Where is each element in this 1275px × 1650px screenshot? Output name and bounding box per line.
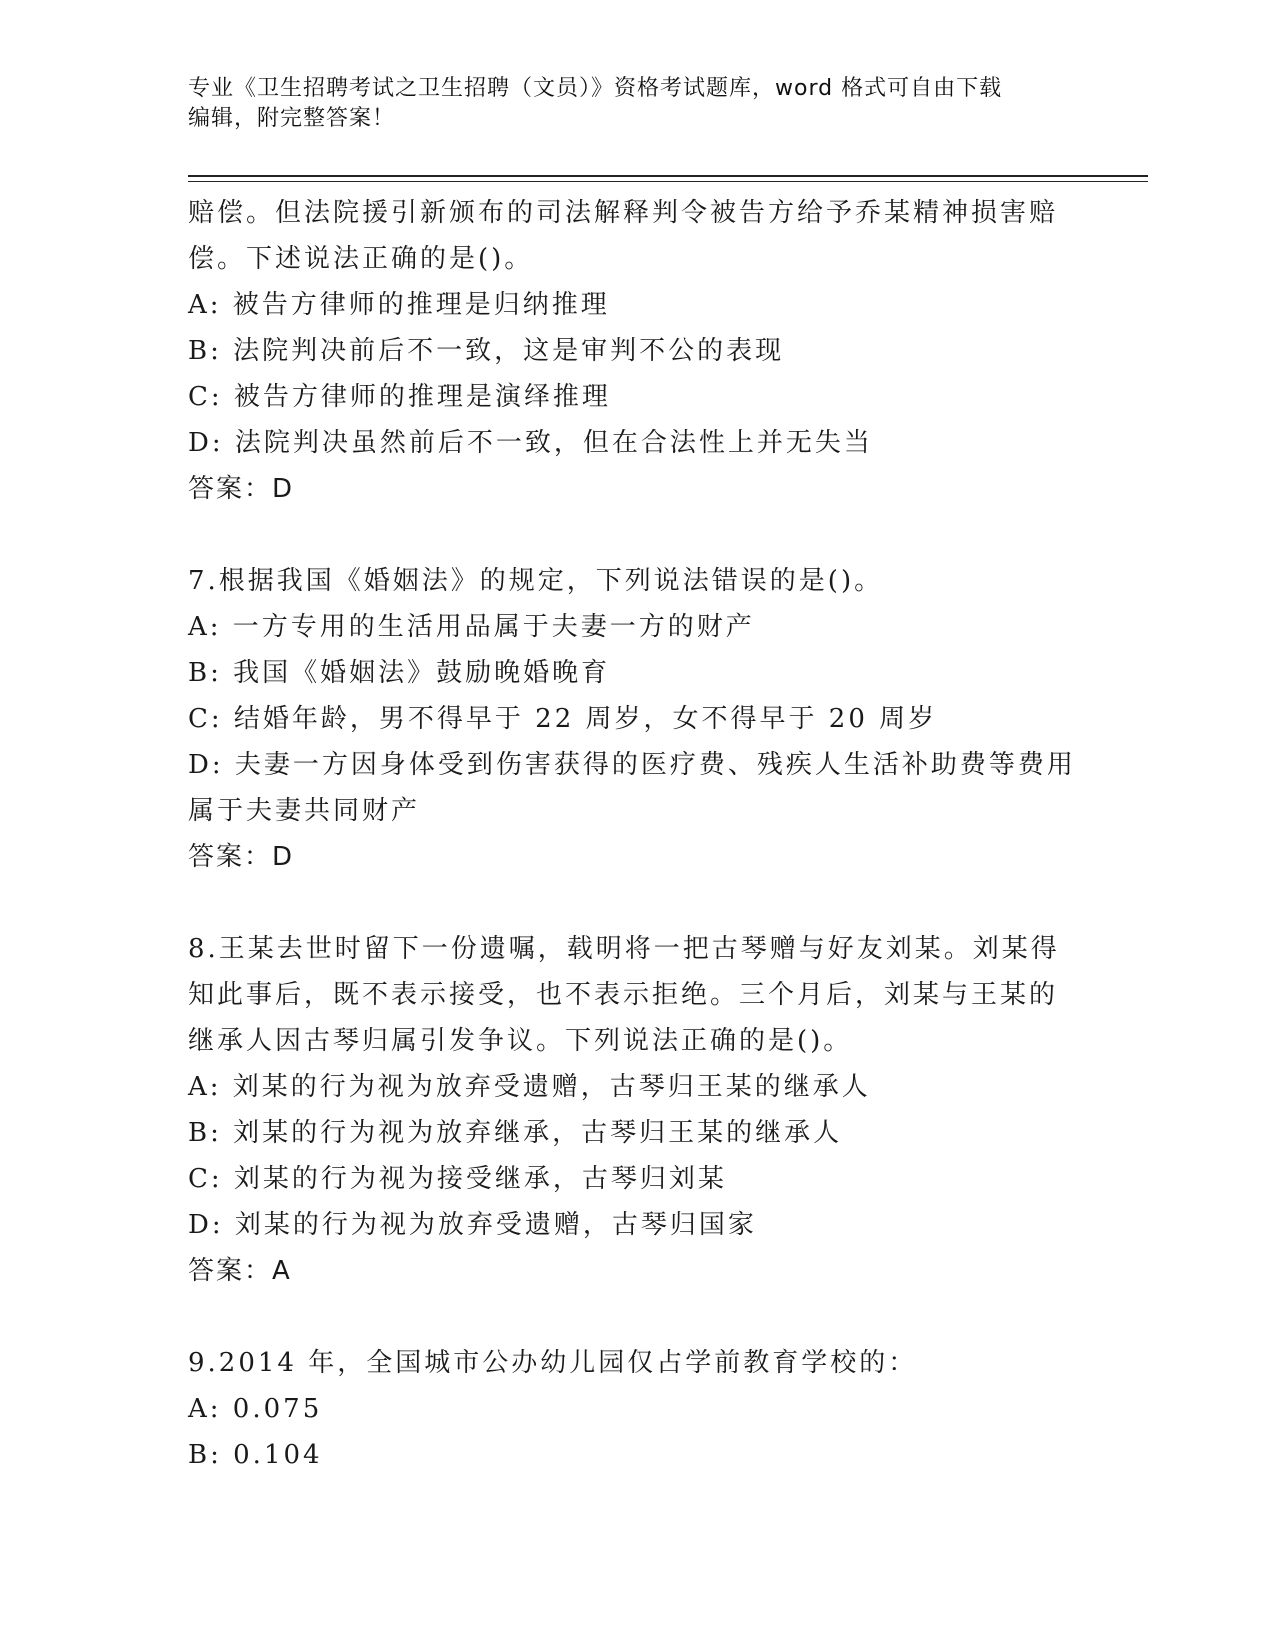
option-a: A: 刘某的行为视为放弃受遗赠，古琴归王某的继承人	[188, 1072, 871, 1102]
question-stem: 赔偿。但法院援引新颁布的司法解释判令被告方给予乔某精神损害赔	[188, 198, 1059, 228]
option-b: B: 法院判决前后不一致，这是审判不公的表现	[188, 336, 785, 366]
answer: 答案：D	[188, 474, 295, 504]
header-line-2: 编辑，附完整答案！	[188, 106, 396, 131]
question-stem: 继承人因古琴归属引发争议。下列说法正确的是()。	[188, 1026, 853, 1056]
question-stem: 9.2014 年，全国城市公办幼儿园仅占学前教育学校的：	[188, 1348, 918, 1378]
option-b: B: 我国《婚姻法》鼓励晚婚晚育	[188, 658, 611, 688]
option-c: C: 刘某的行为视为接受继承，古琴归刘某	[188, 1164, 727, 1194]
spacer	[188, 1294, 1088, 1340]
option-b: B: 刘某的行为视为放弃继承，古琴归王某的继承人	[188, 1118, 843, 1148]
option-b: B: 0.104	[188, 1440, 323, 1470]
document-header	[188, 74, 1068, 134]
question-8	[188, 926, 1088, 1294]
header-rule-thick	[188, 175, 1148, 177]
answer: 答案：A	[188, 1256, 292, 1286]
answer: 答案：D	[188, 842, 295, 872]
option-d: D: 法院判决虽然前后不一致，但在合法性上并无失当	[188, 428, 873, 458]
question-6-continued	[188, 190, 1088, 512]
question-stem: 知此事后，既不表示接受，也不表示拒绝。三个月后，刘某与王某的	[188, 980, 1059, 1010]
option-d: D: 刘某的行为视为放弃受遗赠，古琴归国家	[188, 1210, 757, 1240]
option-a: A: 被告方律师的推理是归纳推理	[188, 290, 610, 320]
question-stem: 7.根据我国《婚姻法》的规定，下列说法错误的是()。	[188, 566, 884, 596]
option-c: C: 被告方律师的推理是演绎推理	[188, 382, 611, 412]
question-stem: 偿。下述说法正确的是()。	[188, 244, 534, 274]
option-a: A: 0.075	[188, 1394, 323, 1424]
question-stem: 8.王某去世时留下一份遗嘱，载明将一把古琴赠与好友刘某。刘某得	[188, 934, 1060, 964]
question-list	[188, 190, 1088, 1478]
option-c: C: 结婚年龄，男不得早于 22 周岁，女不得早于 20 周岁	[188, 704, 938, 734]
question-9	[188, 1340, 1088, 1478]
option-d: D: 夫妻一方因身体受到伤害获得的医疗费、残疾人生活补助费等费用	[188, 750, 1076, 780]
option-a: A: 一方专用的生活用品属于夫妻一方的财产	[188, 612, 755, 642]
header-rule-thin	[188, 181, 1148, 182]
question-7	[188, 558, 1088, 880]
spacer	[188, 512, 1088, 558]
spacer	[188, 880, 1088, 926]
header-line-1: 专业《卫生招聘考试之卫生招聘（文员）》资格考试题库，word 格式可自由下载	[188, 76, 1003, 101]
option-d-continued: 属于夫妻共同财产	[188, 796, 421, 826]
